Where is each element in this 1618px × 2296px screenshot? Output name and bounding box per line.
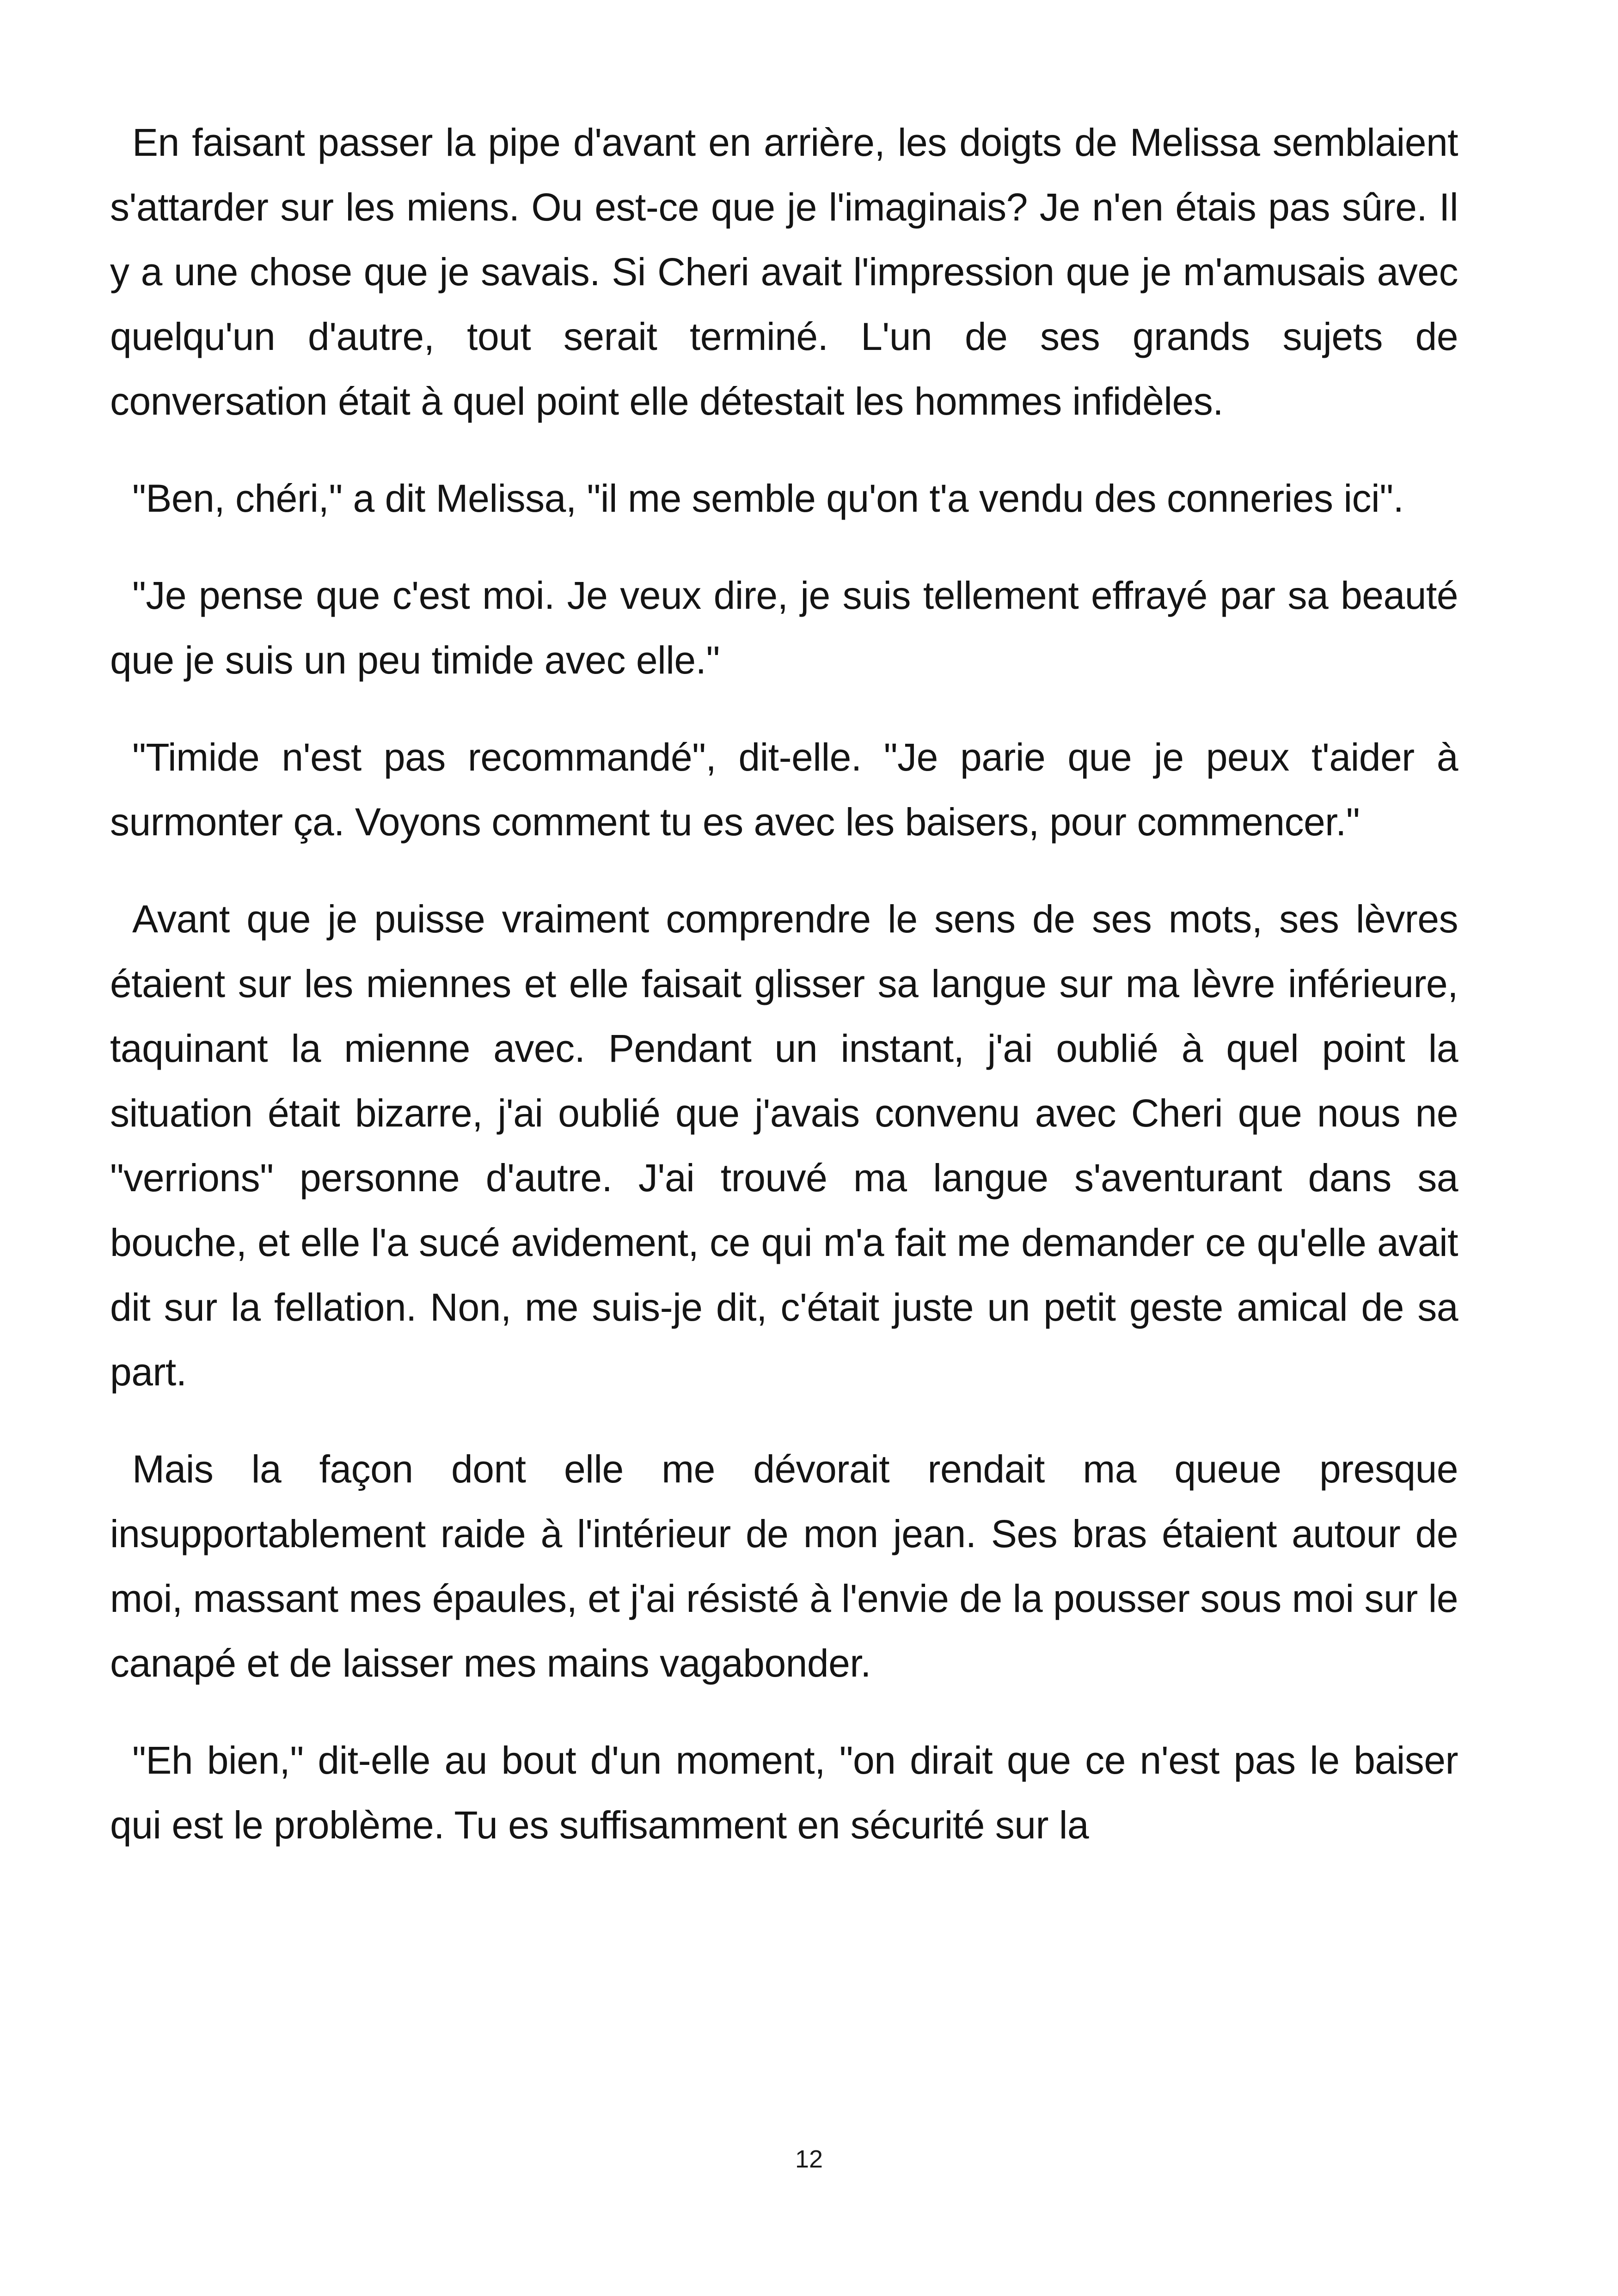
page-number: 12 [795, 2145, 823, 2173]
paragraph-6: Mais la façon dont elle me dévorait rendait ma queue presque insupportablement raide à l'intérieur de mon jean. Ses bras étaient autour de moi, massant mes épaules, et j'ai résisté à l'envie de la pousser sous moi sur le canapé et de laisser mes mains vagabonder. [110, 1447, 1458, 1685]
paragraph-1: En faisant passer la pipe d'avant en arrière, les doigts de Melissa semblaient s'attarder sur les miens. Ou est-ce que je l'imaginais? Je n'en étais pas sûre. Il y a une chose que je savais. Si Cheri avait l'impression que je m'amusais avec quelqu'un d'autre, tout serait terminé. L'un de ses grands sujets de conversation était à quel point elle détestait les hommes infidèles. [110, 121, 1458, 423]
paragraph-4: "Timide n'est pas recommandé", dit-elle. "Je parie que je peux t'aider à surmonter ça. Voyons comment tu es avec les baisers, pour commencer." [110, 735, 1458, 844]
paragraph-3: "Je pense que c'est moi. Je veux dire, je suis tellement effrayé par sa beauté que je suis un peu timide avec elle." [110, 574, 1458, 682]
paragraph-2: "Ben, chéri," a dit Melissa, "il me semble qu'on t'a vendu des conneries ici". [132, 477, 1404, 520]
paragraph-5: Avant que je puisse vraiment comprendre le sens de ses mots, ses lèvres étaient sur les miennes et elle faisait glisser sa langue sur ma lèvre inférieure, taquinant la mienne avec. Pendant un instant, j'ai oublié à quel point la situation était bizarre, j'ai oublié que j'avais convenu avec Cheri que nous ne "verrions" personne d'autre. J'ai trouvé ma langue s'aventurant dans sa bouche, et elle l'a sucé avidement, ce qui m'a fait me demander ce qu'elle avait dit sur la fellation. Non, me suis-je dit, c'était juste un petit geste amical de sa part. [110, 897, 1458, 1394]
paragraph-7: "Eh bien," dit-elle au bout d'un moment, "on dirait que ce n'est pas le baiser qui est le problème. Tu es suffisamment en sécurité sur la [110, 1739, 1458, 1847]
body-text [110, 110, 1458, 1890]
